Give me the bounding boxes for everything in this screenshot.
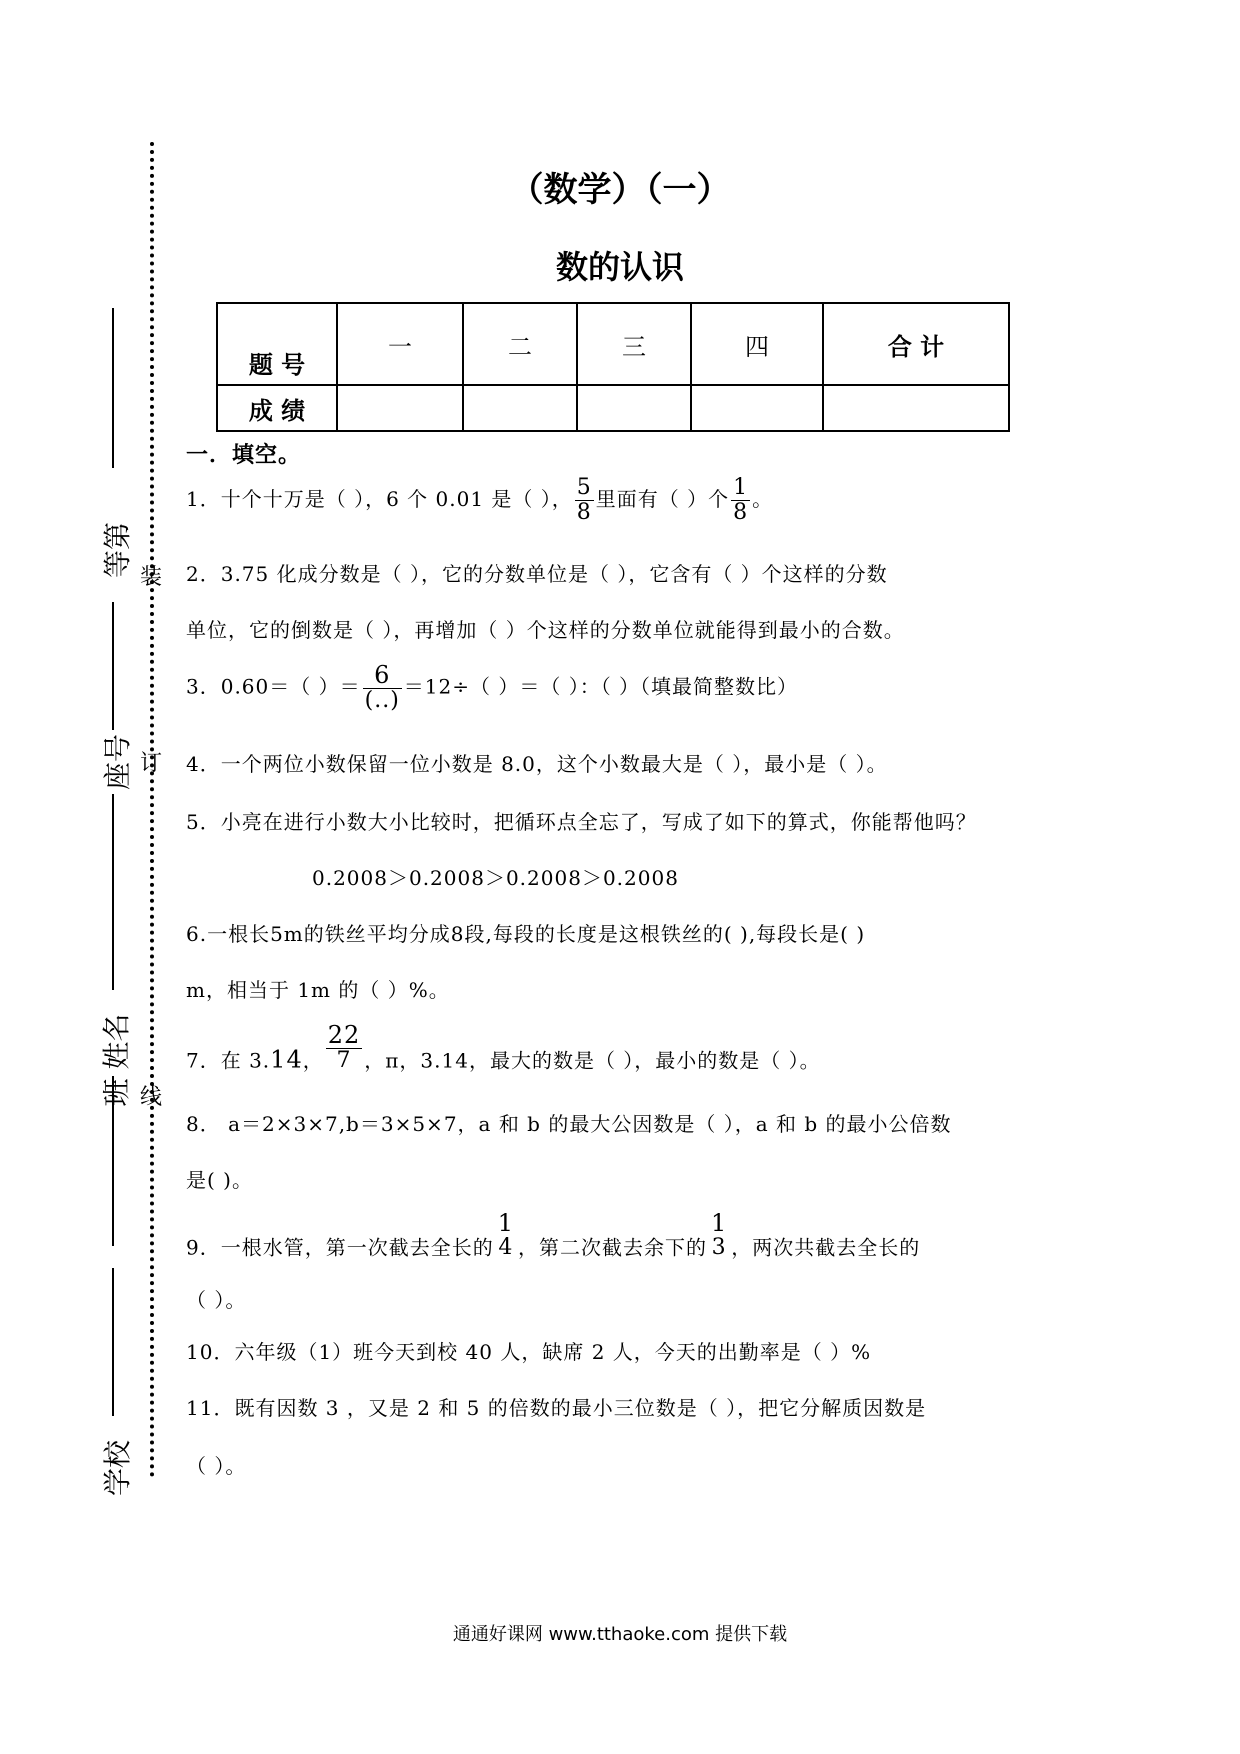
class-name-label: 班 姓名 — [100, 1013, 133, 1107]
question-6-line-1: 6.一根长5m的铁丝平均分成8段,每段的长度是这根铁丝的( ),每段长是( ) — [186, 922, 866, 946]
question-6-line-2: m，相当于 1m 的（ ）%。 — [186, 978, 450, 1002]
column-header-4: 四 — [691, 303, 823, 385]
question-4: 4．一个两位小数保留一位小数是 8.0，这个小数最大是（ ），最小是（ ）。 — [186, 752, 888, 776]
side-rule-3 — [112, 794, 114, 990]
q7-repeating-digits: 14 — [270, 1045, 303, 1074]
q7-text-a: 7．在 3. — [186, 1048, 271, 1073]
binding-char-1: 装 — [140, 565, 163, 590]
question-10: 10．六年级（1）班今天到校 40 人，缺席 2 人，今天的出勤率是（ ）% — [186, 1340, 872, 1364]
school-label: 学校 — [101, 1440, 134, 1497]
seat-label: 座号 — [101, 734, 134, 791]
score-label-cell: 成 绩 — [217, 385, 337, 431]
section-heading-fill-in: 一．填空。 — [186, 443, 302, 468]
header-label-cell: 题 号 — [217, 303, 337, 385]
binding-dotted-line — [150, 142, 154, 1478]
q1-fraction-5-8: $\frac{5}{8}$ — [576, 475, 592, 526]
question-5-line-1: 5．小亮在进行小数大小比较时，把循环点全忘了，写成了如下的算式，你能帮他吗？ — [186, 810, 977, 834]
question-3 — [186, 662, 798, 714]
score-cell-1[interactable] — [337, 385, 463, 431]
score-table — [216, 302, 1010, 432]
q3-fraction: $\frac{6}{(..)}$ — [364, 661, 400, 714]
score-table-score-row — [217, 385, 1009, 431]
q7-text-d: ，π，3.14，最大的数是（ ），最小的数是（ ）。 — [364, 1048, 821, 1073]
question-9-line-2: （ ）。 — [186, 1288, 247, 1312]
question-8-line-2: 是( )。 — [186, 1168, 253, 1192]
side-rule-5 — [112, 1268, 114, 1416]
question-2-line-1: 2．3.75 化成分数是（ ），它的分数单位是（ ），它含有（ ）个这样的分数 — [186, 562, 888, 586]
question-5-expression: 0.2008＞0.2008＞0.2008＞0.2008 — [312, 866, 679, 890]
question-1 — [186, 476, 773, 525]
q9-text-a: 9．一根水管，第一次截去全长的 — [186, 1235, 494, 1260]
binding-char-3: 线 — [140, 1085, 163, 1110]
q9-fraction-1-4: 1 4 — [497, 1209, 515, 1261]
page-title: （数学）（一） — [509, 170, 731, 210]
question-11-line-2: （ ）。 — [186, 1454, 247, 1478]
score-cell-total[interactable] — [823, 385, 1009, 431]
column-header-2: 二 — [463, 303, 577, 385]
score-cell-2[interactable] — [463, 385, 577, 431]
question-7 — [186, 1022, 821, 1074]
question-9 — [186, 1210, 920, 1261]
q3-text-a: 3．0.60＝（ ）＝ — [186, 674, 361, 699]
binding-char-2: 订 — [140, 751, 163, 776]
q1-fraction-1-8: $\frac{1}{8}$ — [733, 475, 749, 526]
q1-text-b: 里面有（ ）个 — [595, 487, 730, 512]
score-cell-4[interactable] — [691, 385, 823, 431]
rank-label: 等第 — [101, 522, 134, 579]
column-header-total: 合 计 — [823, 303, 1009, 385]
page-subtitle: 数的认识 — [555, 248, 684, 286]
q9-text-c: ，两次共截去全长的 — [731, 1235, 921, 1260]
footer-credit: 通通好课网 www.tthaoke.com 提供下载 — [452, 1624, 788, 1645]
question-8-line-1: 8． a＝2×3×7,b＝3×5×7，a 和 b 的最大公因数是（ ），a 和 b 的最小公倍数 — [186, 1112, 952, 1136]
q3-text-b: ＝12÷（ ）＝（ ）：（ ）（填最简整数比） — [403, 674, 799, 699]
q7-text-c: ， — [302, 1048, 324, 1073]
q9-fraction-1-3: 1 3 — [711, 1209, 728, 1261]
q1-text-c: 。 — [752, 487, 774, 512]
column-header-1: 一 — [337, 303, 463, 385]
side-rule-top — [112, 308, 114, 468]
score-table-header-row — [217, 303, 1009, 385]
q7-fraction-22-7: $\frac{22}{7}$ — [327, 1021, 361, 1074]
q9-text-b: ，第二次截去余下的 — [518, 1235, 708, 1260]
score-cell-3[interactable] — [577, 385, 691, 431]
question-11-line-1: 11．既有因数 3 ，又是 2 和 5 的倍数的最小三位数是（ ），把它分解质因数是 — [186, 1396, 927, 1420]
side-rule-2 — [112, 602, 114, 730]
question-2-line-2: 单位，它的倒数是（ ），再增加（ ）个这样的分数单位就能得到最小的合数。 — [186, 618, 905, 642]
q1-text-a: 1．十个十万是（ ），6 个 0.01 是（ ）， — [186, 487, 573, 512]
column-header-3: 三 — [577, 303, 691, 385]
